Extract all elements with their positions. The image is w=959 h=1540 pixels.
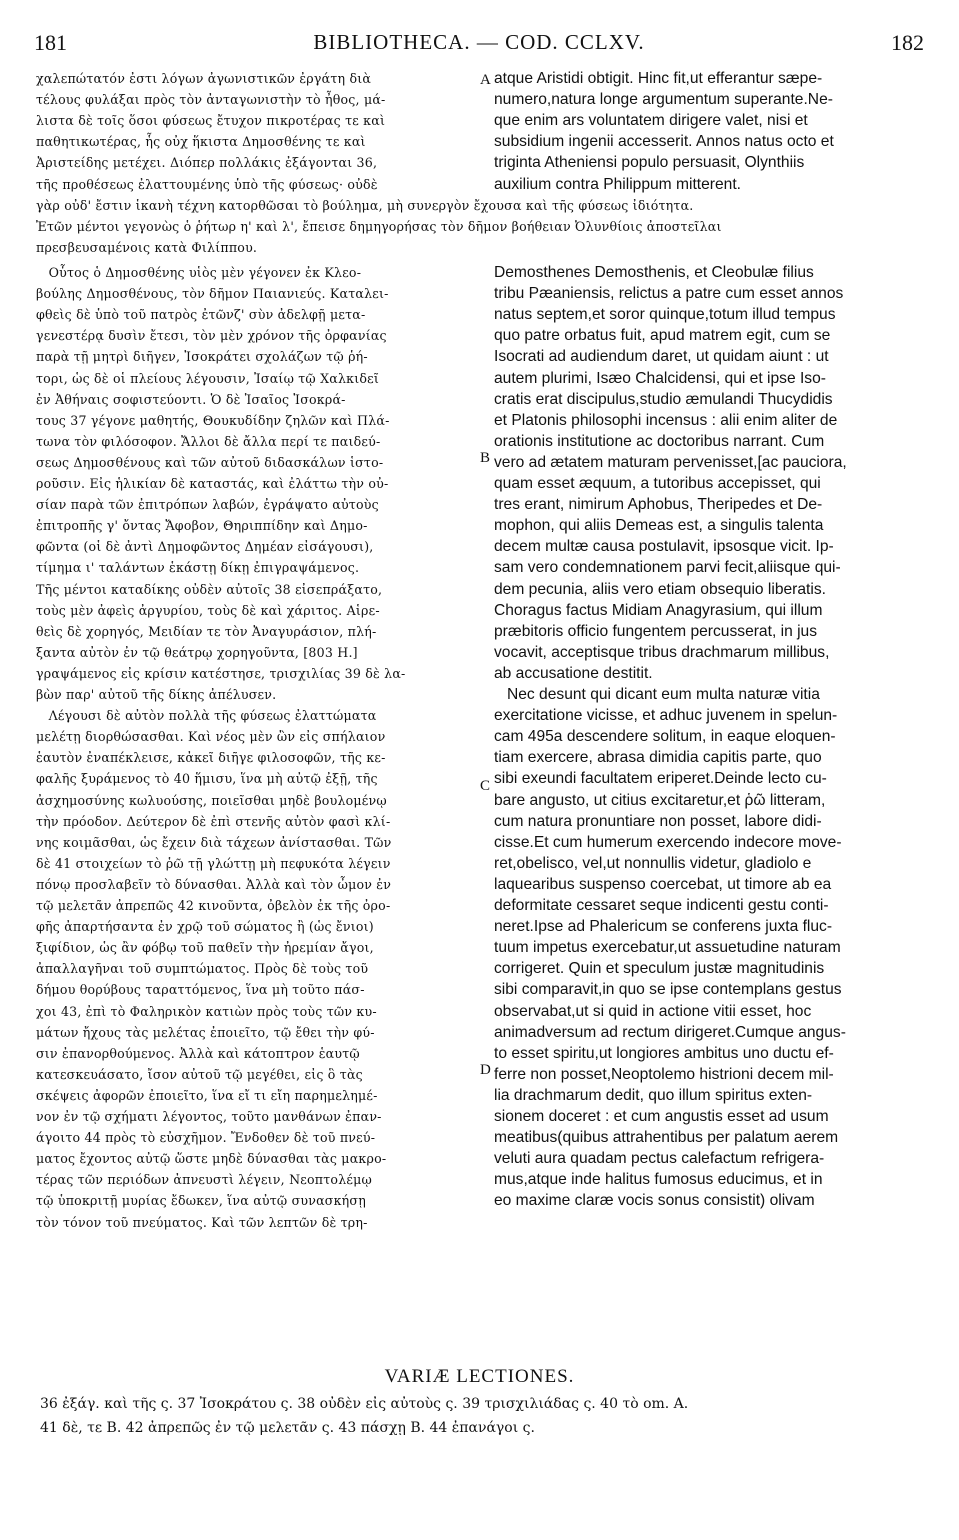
- latin-main-line: natus septem,et soror quinque,totum illud tempus: [494, 306, 836, 324]
- latin-main-line: mus,atque inde halitus fumosus educimus, et in: [494, 1171, 823, 1189]
- greek-main-line: τωνα τὸν φιλόσοφον. Ἄλλοι δὲ ἄλλα περί τε παιδεύ-: [36, 433, 381, 449]
- greek-main-line: τῷ ὑποκριτῇ μυρίας ἔδωκεν, ἵνα αὐτῷ συνασκήσῃ: [36, 1193, 366, 1209]
- greek-main-line: τορι, ὡς δὲ οἱ πλείους λέγουσιν, Ἰσαίῳ τῷ Χαλκιδεῖ: [36, 370, 379, 386]
- greek-main-line: δὲ 41 στοιχείων τὸ ῥῶ τῇ γλώττῃ μὴ πεφυκότα λέγειν: [36, 855, 391, 871]
- latin-main-line: neret.Ipse ad Phalericum se conferens juxta fluc-: [494, 918, 833, 936]
- latin-main-line: sibi comparavit,in quo se ipse contemplans gestus: [494, 981, 842, 999]
- greek-main-line: θεὶς δὲ χορηγός, Μειδίαν τε τὸν Ἀναγυράσιον, πλή-: [36, 623, 377, 639]
- greek-main-line: σιν ἐπανορθούμενος. Ἀλλὰ καὶ κάτοπτρον ἑαυτῷ: [36, 1045, 360, 1061]
- latin-main-line: Nec desunt qui dicant eum multa naturæ vitia: [494, 686, 820, 703]
- latin-main-line: tres erant, nimirum Aphobus, Theripedes et De-: [494, 496, 823, 514]
- latin-main-line: cum natura pronuntiare non posset, labore didi-: [494, 812, 822, 830]
- latin-main-line: quo patre orbatus fuit, apud matrem egit, cum se: [494, 327, 831, 345]
- greek-full-line: γὰρ οὐδ' ἔστιν ἱκανὴ τέχνη κατορθῶσαι τὸ βούλημα, μὴ συνεργὸν ἔχουσα καὶ τῆς φύσεως ἰδιότητα.: [36, 198, 694, 213]
- latin-main-line: mophon, qui aliis Demeas est, a singulis talenta: [494, 517, 824, 535]
- greek-main-line: ματος ἔχοντος αὐτῷ ὥστε μηδὲ δύνασθαι τὰς μακρο-: [36, 1151, 387, 1167]
- page-header: [34, 30, 924, 56]
- greek-main-line: Τῆς μέντοι καταδίκης οὐδὲν αὐτοῖς 38 εἰσεπράξατο,: [36, 581, 383, 597]
- greek-main-line: βούλης Δημοσθένους, τὸν δῆμον Παιανιεύς. Καταλει-: [36, 286, 389, 302]
- latin-top-line: atque Aristidi obtigit. Hinc fit,ut efferantur sæpe-: [494, 70, 823, 87]
- greek-top-line: τῆς προθέσεως ἐλαττουμένης ὑπὸ τῆς φύσεως· οὐδὲ: [36, 176, 378, 192]
- latin-main-line: Demosthenes Demosthenis, et Cleobulæ filius: [494, 264, 814, 281]
- latin-main-line: orationis institutione ac doctoribus narrant. Cum: [494, 432, 825, 450]
- greek-main-line: ἐπιτροπῆς γ' ὄντας Ἄφοβον, Θηριππίδην καὶ Δημο-: [36, 518, 368, 534]
- page-number-right: 182: [891, 30, 924, 55]
- greek-top-line: χαλεπώτατόν ἐστι λόγων ἀγωνιστικῶν ἐργάτη διὰ: [36, 71, 372, 86]
- variae-lectiones-line-1: 36 ἐξάγ. καὶ τῆς ς. 37 Ἰσοκράτου ς. 38 οὐδὲν εἰς αὐτοὺς ς. 39 τρισχιλιάδας ς. 40 τὸ om. A.: [40, 1396, 689, 1412]
- variae-lectiones-line-2: 41 δὲ, τε B. 42 ἀπρεπῶς ἐν τῷ μελετᾶν ς. 43 πάσχῃ B. 44 ἐπανάγοι ς.: [40, 1420, 535, 1436]
- latin-main-line: ab accusatione destitit.: [494, 664, 653, 682]
- section-marker-a: A: [480, 72, 491, 88]
- latin-main-line: animadversum ad rectum dirigeret.Cumque angus-: [494, 1023, 846, 1041]
- latin-top-line: auxilium contra Philippum mitterent.: [494, 175, 742, 193]
- greek-main-line: φαλῆς ξυράμενος τὸ 40 ἥμισυ, ἵνα μὴ αὐτῷ ἐξῇ, τῆς: [36, 771, 378, 787]
- latin-main-line: decem multæ causa postulavit, ipsosque vicit. Ip-: [494, 538, 834, 556]
- greek-main-line: βὼν παρ' αὐτοῦ τῆς δίκης ἀπέλυσεν.: [36, 687, 277, 702]
- greek-full-line: Ἐτῶν μέντοι γεγονὼς ὁ ῥήτωρ η' καὶ λ', ἔπεισε δημηγορήσας τὸν δῆμον βοήθειαν Ὀλυνθίοις ἀποστεῖλαι: [36, 219, 722, 235]
- greek-main-line: φῶντα (οἱ δὲ ἀντὶ Δημοφῶντος Δημέαν εἰσάγουσι),: [36, 539, 374, 555]
- latin-main-line: sam vero condemnationem parvi fecit,aliisque qui-: [494, 559, 841, 577]
- latin-main-line: dem pecunia, aliis vero etiam obsequio liberatis.: [494, 580, 826, 598]
- greek-main-line: σεως Δημοσθένους καὶ τῶν αὐτοῦ διδασκάλων ἱστο-: [36, 454, 384, 470]
- latin-main-line: to esset spiritu,ut longiores ambitus uno ductu ef-: [494, 1044, 834, 1062]
- greek-main-line: τὸν τόνον τοῦ πνεύματος. Καὶ τῶν λεπτῶν δὲ τρη-: [36, 1214, 368, 1230]
- greek-main-line: πόνῳ προσλαβεῖν τὸ δύνασθαι. Ἀλλὰ καὶ τὸν ὦμον ἐν: [36, 876, 392, 892]
- greek-main-line: σκέψεις ἀφορῶν ἐποιεῖτο, ἵνα εἴ τι εἴη παρημελημέ-: [36, 1087, 378, 1103]
- latin-main-line: quam esset æquum, a tutoribus accepisset, qui: [494, 475, 821, 492]
- greek-main-line: Λέγουσι δὲ αὐτὸν πολλὰ τῆς φύσεως ἐλαττώματα: [36, 708, 377, 724]
- latin-main-line: ferre non posset,Neoptolemo histrioni decem mil-: [494, 1065, 834, 1083]
- greek-main-line: τοὺς μὲν ἀφεὶς ἀργυρίου, τοὺς δὲ καὶ χάριτος. Αἱρε-: [36, 602, 380, 618]
- page-number-left: 181: [34, 30, 67, 55]
- greek-main-line: τους 37 γέγονε μαθητής, Θουκυδίδην ζηλῶν καὶ Πλά-: [36, 412, 390, 428]
- latin-main-line: cisse.Et cum humerum exercendo indecore move-: [494, 833, 842, 851]
- greek-main-line: ἐν Ἀθήναις σοφιστεύοντι. Ὁ δὲ Ἰσαῖος Ἰσοκρά-: [36, 391, 346, 407]
- greek-main-line: χοι 43, ἐπὶ τὸ Φαληρικὸν κατιὼν πρὸς τοὺς τῶν κυ-: [36, 1003, 377, 1019]
- latin-main-line: sionem doceret : et cum angustis esset ad usum: [494, 1108, 829, 1125]
- greek-top-line: παθητικωτέρας, ἧς οὐχ ἥκιστα Δημοσθένης τε καὶ: [36, 134, 366, 150]
- greek-main-line: ἑαυτὸν ἐναπέκλεισε, κἀκεῖ διῆγε φιλοσοφῶν, τῆς κε-: [36, 750, 386, 766]
- greek-main-line: δήμου θορύβους ταραττόμενος, ἵνα μὴ τοῦτο πάσ-: [36, 982, 365, 998]
- greek-top-line: λιστα δὲ τοῖς ὅσοι φύσεως ἔτυχον πικροτέρας τε καὶ: [36, 113, 386, 129]
- latin-main-line: vero ad ætatem maturam pervenisset,[ac pauciora,: [494, 453, 847, 471]
- latin-main-line: meatibus(quibus attrahentibus per palatum aerem: [494, 1129, 839, 1147]
- greek-main-line: τίμημα ι' ταλάντων ἑκάστῃ δίκῃ ἐπιγραψάμενος.: [36, 560, 360, 576]
- latin-main-line: lia drachmarum dedit, quo illum spiritus exten-: [494, 1086, 813, 1104]
- latin-main-line: præbitoris officio fungentem percusserat, in jus: [494, 622, 818, 640]
- greek-main-line: φῆς ἀπαρτήσαντα ἐν χρῷ τοῦ σώματος ἢ (ὡς ἔνιοι): [36, 919, 374, 935]
- latin-main-line: tribu Pæaniensis, relictus a patre cum esset annos: [494, 285, 844, 303]
- greek-main-line: ἀσχημοσύνης κωλυούσης, ποιεῖσθαι μηδὲ βουλομένῳ: [36, 792, 387, 808]
- greek-main-line: γραψάμενος εἰς κρίσιν κατέστησε, τρισχιλίας 39 δὲ λα-: [36, 665, 406, 681]
- latin-main-line: veluti aura quadam pectus calefactum refrigera-: [494, 1150, 825, 1168]
- latin-main-line: laquearibus suspenso coercebat, ut timore ab ea: [494, 875, 832, 893]
- variae-lectiones-title: VARIÆ LECTIONES.: [384, 1366, 575, 1387]
- latin-main-line: tiam exercere, abrasa dimidia capitis parte, quo: [494, 749, 822, 767]
- section-marker-b: B: [480, 450, 491, 466]
- greek-main-line: μελέτῃ διορθώσασθαι. Καὶ νέος μὲν ὢν εἰς σπήλαιον: [36, 729, 386, 745]
- latin-main-line: corrigeret. Quin et speculum justæ magnitudinis: [494, 960, 825, 978]
- greek-main-line: ἀπαλλαγῆναι τοῦ συμπτώματος. Πρὸς δὲ τοὺς τοῦ: [36, 961, 369, 977]
- latin-main-line: autem plurimi, Isæo Chalcidensi, qui et ipse Iso-: [494, 369, 826, 387]
- greek-main-line: ροῦσιν. Εἰς ἡλικίαν δὲ καταστάς, καὶ ἐλάττω τὴν οὐ-: [36, 476, 389, 491]
- greek-main-line: νον ἐν τῷ σχήματι λέγοντος, τοῦτο μανθάνων ἐπαν-: [36, 1109, 382, 1124]
- greek-main-line: ξιφίδιον, ὡς ἂν φόβῳ τοῦ παθεῖν τὴν ἠρεμίαν ἄγοι,: [36, 940, 374, 956]
- latin-top-line: subsidium ingenii accesserit. Annos natus octo et: [494, 133, 834, 151]
- greek-main-line: νης κοιμᾶσθαι, ὡς ἔχειν διὰ τάχεων ἀνίστασθαι. Τῶν: [36, 834, 392, 850]
- greek-main-line: σίαν παρὰ τῶν ἐπιτρόπων λαβών, ἐγράψατο αὐτοὺς: [36, 497, 379, 513]
- latin-main-line: eo maxime claræ vocis sonus consistit) olivam: [494, 1192, 815, 1210]
- greek-main-line: Οὗτος ὁ Δημοσθένης υἱὸς μὲν γέγονεν ἐκ Κλεο-: [36, 265, 362, 280]
- latin-main-line: deformitate cessaret seque indicenti gestu conti-: [494, 897, 829, 914]
- section-marker-d: D: [480, 1062, 491, 1078]
- greek-top-line: τέλους φυλάξαι πρὸς τὸν ἀνταγωνιστὴν τὸ ἦθος, μά-: [36, 92, 386, 108]
- greek-main-line: κατεσκευάσατο, ἴσον αὐτοῦ τῷ μεγέθει, εἰς ὃ τὰς: [36, 1066, 363, 1082]
- greek-main-line: τέρας τῶν περιόδων ἀπνευστὶ λέγειν, Νεοπτολέμῳ: [36, 1172, 372, 1188]
- latin-main-line: vocavit, acceptisque tribus drachmarum millibus,: [494, 643, 830, 661]
- greek-main-line: φθεὶς δὲ ὑπὸ τοῦ πατρὸς ἐτῶνζ' σὺν ἀδελφῇ μετα-: [36, 307, 366, 323]
- latin-main-line: et Platonis philosophi incensus : alii enim aliter de: [494, 411, 838, 429]
- latin-main-line: Choragus factus Midiam Anagyrasium, qui illum: [494, 601, 823, 619]
- latin-main-line: Isocrati ad audiendum daret, ut quidam aiunt : ut: [494, 348, 829, 366]
- greek-main-line: τὴν πρόοδον. Δεύτερον δὲ ἐπὶ στενῆς αὐτὸν φασὶ κλί-: [36, 813, 391, 829]
- greek-main-line: ξαντα αὐτὸν ἐν τῷ θεάτρῳ χορηγοῦντα, [803 H.]: [36, 644, 358, 660]
- greek-main-line: μάτων ἤχους τὰς μελέτας ἐποιεῖτο, τῷ ἔθει τὴν φύ-: [36, 1024, 375, 1040]
- greek-full-line: πρεσβευσαμένοις κατὰ Φιλίππου.: [36, 240, 258, 256]
- latin-main-line: tuum impetus exercebatur,ut assuetudine naturam: [494, 939, 841, 957]
- latin-top-line: que enim ars voluntatem dirigere valet, nisi et: [494, 112, 808, 130]
- section-marker-c: C: [480, 778, 491, 794]
- latin-top-line: numero,natura longe argumentum superante.Ne-: [494, 91, 833, 109]
- running-title: BIBLIOTHECA. — COD. CCLXV.: [313, 30, 645, 54]
- latin-main-line: observabat,ut si quid in actione vitii esset, hoc: [494, 1002, 812, 1020]
- latin-top-line: triginta Atheniensi populo persuasit, Olynthiis: [494, 154, 805, 172]
- latin-main-line: cratis erat discipulus,studio æmulandi Thucydidis: [494, 390, 833, 408]
- greek-main-line: τῷ μελετᾶν ἀπρεπῶς 42 κινοῦντα, ὀβελὸν ἐκ τῆς ὀρο-: [36, 898, 391, 913]
- latin-main-line: sibi exeundi facultatem eriperet.Deinde lecto cu-: [494, 770, 827, 788]
- latin-main-line: ret,obelisco, vel,ut nonnullis videtur, gladiolo e: [494, 854, 812, 872]
- latin-main-line: bare angusto, ut citius excitaretur,et ῥῶ litteram,: [494, 791, 826, 809]
- latin-main-line: cam 495a descendere solitum, in eaque eloquen-: [494, 728, 836, 746]
- latin-main-line: exercitatione vicisse, et adhuc juvenem in spelun-: [494, 707, 838, 725]
- greek-top-line: Ἀριστείδης μετέχει. Διόπερ πολλάκις ἐξάγονται 36,: [36, 155, 378, 171]
- greek-main-line: γενεστέρᾳ δυσὶν ἔτεσι, τὸν μὲν χρόνον τῆς ὀρφανίας: [36, 328, 387, 344]
- greek-main-line: άγοιτο 44 πρὸς τὸ εὐσχῆμον. Ἔνδοθεν δὲ τοῦ πνεύ-: [36, 1130, 376, 1146]
- greek-main-line: παρὰ τῇ μητρὶ διῆγεν, Ἰσοκράτει σχολάζων τῷ ῥή-: [36, 349, 368, 365]
